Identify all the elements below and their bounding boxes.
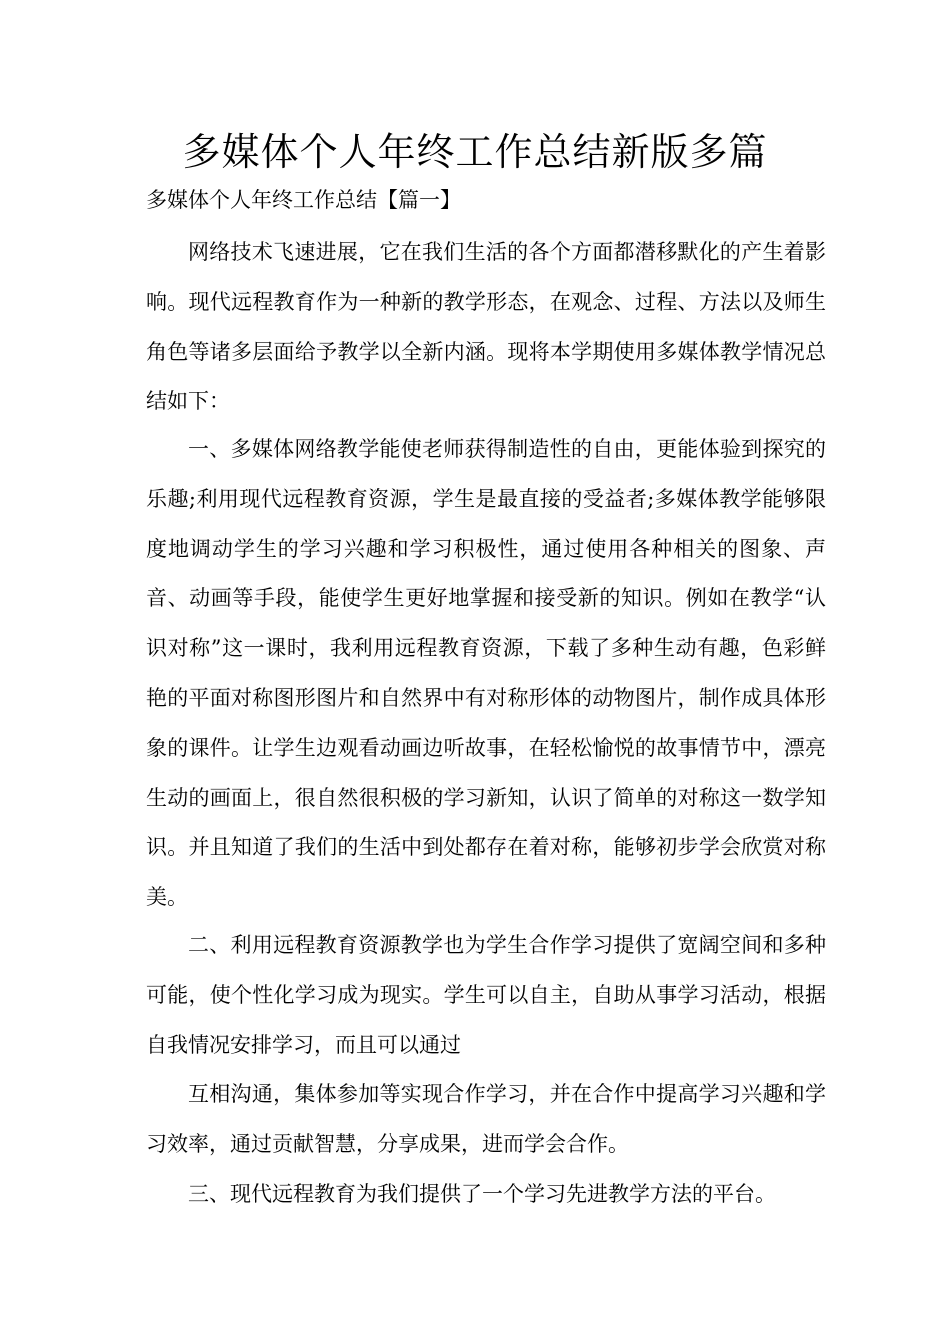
paragraph-point-three: 三、现代远程教育为我们提供了一个学习先进教学方法的平台。 (188, 1182, 776, 1206)
paragraph-point-two-continued: 互相沟通，集体参加等实现合作学习，并在合作中提高学习兴趣和学习效率，通过贡献智慧，分享成果，进而学会合作。 (146, 1082, 826, 1156)
paragraph-point-one: 一、多媒体网络教学能使老师获得制造性的自由，更能体验到探究的乐趣;利用现代远程教育资源，学生是最直接的受益者;多媒体教学能够限度地调动学生的学习兴趣和学习积极性，通过使用各种相关的图象、声音、动画等手段，能使学生更好地掌握和接受新的知识。例如在教学“认识对称”这一课时，我利用远程教育资源，下载了多种生动有趣，色彩鲜艳的平面对称图形图片和自然界中有对称形体的动物图片，制作成具体形象的课件。让学生边观看动画边听故事，在轻松愉悦的故事情节中，漂亮生动的画面上，很自然很积极的学习新知，认识了简单的对称这一数学知识。并且知道了我们的生活中到处都存在着对称，能够初步学会欣赏对称美。 (146, 437, 826, 910)
paragraph-intro: 网络技术飞速进展，它在我们生活的各个方面都潜移默化的产生着影响。现代远程教育作为一种新的教学形态，在观念、过程、方法以及师生角色等诸多层面给予教学以全新内涵。现将本学期使用多媒体教学情况总结如下： (146, 240, 826, 414)
section-heading: 多媒体个人年终工作总结【篇一】 (146, 188, 461, 212)
page-title: 多媒体个人年终工作总结新版多篇 (182, 130, 768, 174)
paragraph-point-two: 二、利用远程教育资源教学也为学生合作学习提供了宽阔空间和多种可能，使个性化学习成为现实。学生可以自主，自助从事学习活动，根据自我情况安排学习，而且可以通过 (146, 933, 826, 1057)
